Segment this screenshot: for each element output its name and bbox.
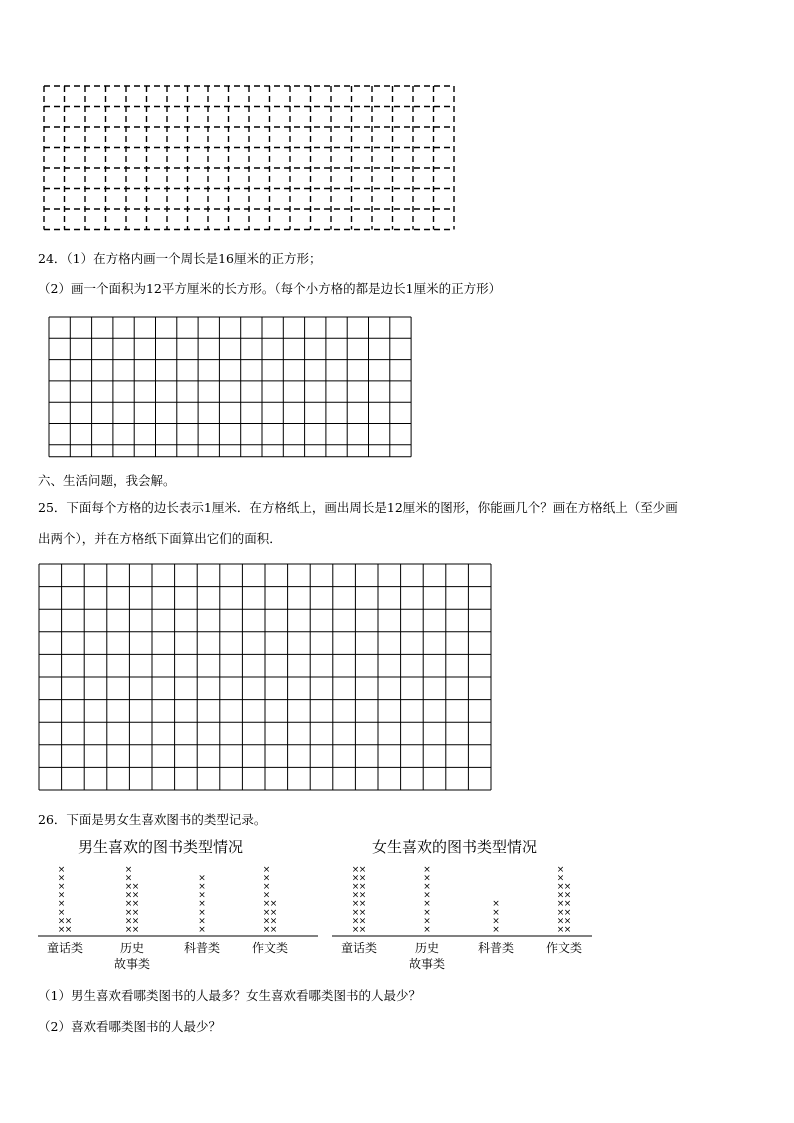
tally-mark: × [57, 873, 66, 884]
tally-mark: × [269, 916, 278, 927]
tally-mark: × [556, 882, 565, 892]
category-label: 科普类 [477, 941, 515, 955]
tally-mark: × [64, 916, 73, 927]
question-24-line1: 24．（1）在方格内画一个周长是16厘米的正方形； [38, 251, 322, 266]
question-24-line2: （2）画一个面积为12平方厘米的长方形。（每个小方格的都是边长1厘米的正方形） [38, 281, 502, 296]
tally-mark: × [198, 916, 206, 927]
tally-mark: × [57, 864, 66, 875]
tally-mark: × [131, 907, 140, 918]
tally-mark: × [556, 899, 565, 910]
tally-mark: × [262, 899, 271, 910]
tally-mark: × [358, 916, 367, 927]
tally-mark: × [124, 890, 133, 901]
question-26-intro: 26．下面是男女生喜欢图书的类型记录。 [38, 812, 267, 827]
tally-mark: × [198, 873, 206, 884]
tally-mark: × [563, 882, 572, 892]
tally-mark: × [198, 907, 206, 918]
tally-mark: × [358, 907, 367, 918]
tally-mark: × [358, 873, 367, 884]
tally-mark: × [124, 873, 133, 884]
tally-mark: × [358, 890, 367, 901]
boys-book-chart [34, 832, 324, 978]
tally-mark: × [423, 890, 431, 901]
tally-mark: × [57, 890, 66, 901]
tally-mark: × [57, 907, 66, 918]
tally-mark: × [269, 907, 278, 918]
tally-mark: × [423, 916, 431, 927]
tally-mark: × [124, 916, 133, 927]
question-25-line1: 25．下面每个方格的边长表示1厘米．在方格纸上，画出周长是12厘米的图形，你能画几个？画在方格纸上（至少画 [38, 500, 678, 515]
tally-mark: × [556, 907, 565, 918]
tally-mark: × [57, 925, 66, 935]
category-label: 作文类 [545, 941, 583, 955]
tally-mark: × [57, 882, 66, 892]
tally-mark: × [124, 925, 133, 935]
tally-mark: × [351, 925, 360, 935]
tally-mark: × [563, 925, 572, 935]
tally-mark: × [124, 864, 133, 875]
tally-mark: × [131, 882, 140, 892]
tally-mark: × [262, 882, 271, 892]
tally-mark: × [423, 873, 431, 884]
section-6-heading: 六、生活问题，我会解。 [38, 473, 176, 488]
tally-mark: × [358, 882, 367, 892]
category-label: 故事类 [113, 957, 151, 971]
tally-mark: × [131, 925, 140, 935]
tally-mark: × [423, 864, 431, 875]
tally-mark: × [423, 882, 431, 892]
square-grid-small[interactable] [48, 316, 414, 460]
tally-mark: × [556, 873, 565, 884]
tally-mark: × [563, 890, 572, 901]
category-label: 历史 [414, 941, 440, 955]
category-label: 历史 [119, 941, 145, 955]
tally-mark: × [351, 907, 360, 918]
square-grid-large[interactable] [38, 563, 496, 795]
tally-mark: × [198, 925, 206, 935]
tally-mark: × [57, 916, 66, 927]
tally-mark: × [492, 899, 500, 910]
girls-book-chart [328, 832, 598, 978]
tally-mark: × [492, 916, 500, 927]
tally-mark: × [563, 907, 572, 918]
tally-mark: × [131, 916, 140, 927]
tally-mark: × [269, 925, 278, 935]
tally-mark: × [198, 882, 206, 892]
tally-mark: × [351, 899, 360, 910]
tally-mark: × [358, 899, 367, 910]
tally-mark: × [351, 890, 360, 901]
category-label: 科普类 [183, 941, 221, 955]
tally-mark: × [423, 907, 431, 918]
category-label: 童话类 [340, 941, 378, 955]
tally-mark: × [124, 882, 133, 892]
tally-mark: × [351, 882, 360, 892]
tally-mark: × [492, 925, 500, 935]
tally-mark: × [563, 899, 572, 910]
tally-mark: × [262, 864, 271, 875]
tally-mark: × [351, 916, 360, 927]
tally-mark: × [423, 925, 431, 935]
tally-mark: × [358, 864, 367, 875]
tally-mark: × [492, 907, 500, 918]
question-26-sub1: （1）男生喜欢看哪类图书的人最多？女生喜欢看哪类图书的人最少？ [38, 988, 421, 1003]
tally-mark: × [131, 899, 140, 910]
dashed-grid[interactable] [38, 82, 458, 232]
chart-title: 女生喜欢的图书类型情况 [372, 838, 538, 856]
category-label: 故事类 [408, 957, 446, 971]
tally-mark: × [351, 873, 360, 884]
category-label: 作文类 [251, 941, 289, 955]
tally-mark: × [57, 899, 66, 910]
tally-mark: × [131, 890, 140, 901]
tally-mark: × [556, 916, 565, 927]
tally-mark: × [262, 890, 271, 901]
tally-mark: × [269, 899, 278, 910]
tally-mark: × [262, 907, 271, 918]
tally-mark: × [358, 925, 367, 935]
question-26-sub2: （2）喜欢看哪类图书的人最少？ [38, 1019, 221, 1034]
tally-mark: × [262, 873, 271, 884]
tally-mark: × [198, 890, 206, 901]
tally-mark: × [556, 890, 565, 901]
tally-mark: × [198, 899, 206, 910]
tally-mark: × [556, 925, 565, 935]
tally-mark: × [124, 899, 133, 910]
tally-mark: × [124, 907, 133, 918]
tally-mark: × [262, 916, 271, 927]
chart-title: 男生喜欢的图书类型情况 [78, 838, 244, 856]
tally-mark: × [64, 925, 73, 935]
tally-mark: × [556, 864, 565, 875]
tally-mark: × [262, 925, 271, 935]
category-label: 童话类 [46, 941, 84, 955]
tally-mark: × [563, 916, 572, 927]
question-25-line2: 出两个），并在方格纸下面算出它们的面积． [38, 531, 282, 546]
tally-mark: × [351, 864, 360, 875]
tally-mark: × [423, 899, 431, 910]
